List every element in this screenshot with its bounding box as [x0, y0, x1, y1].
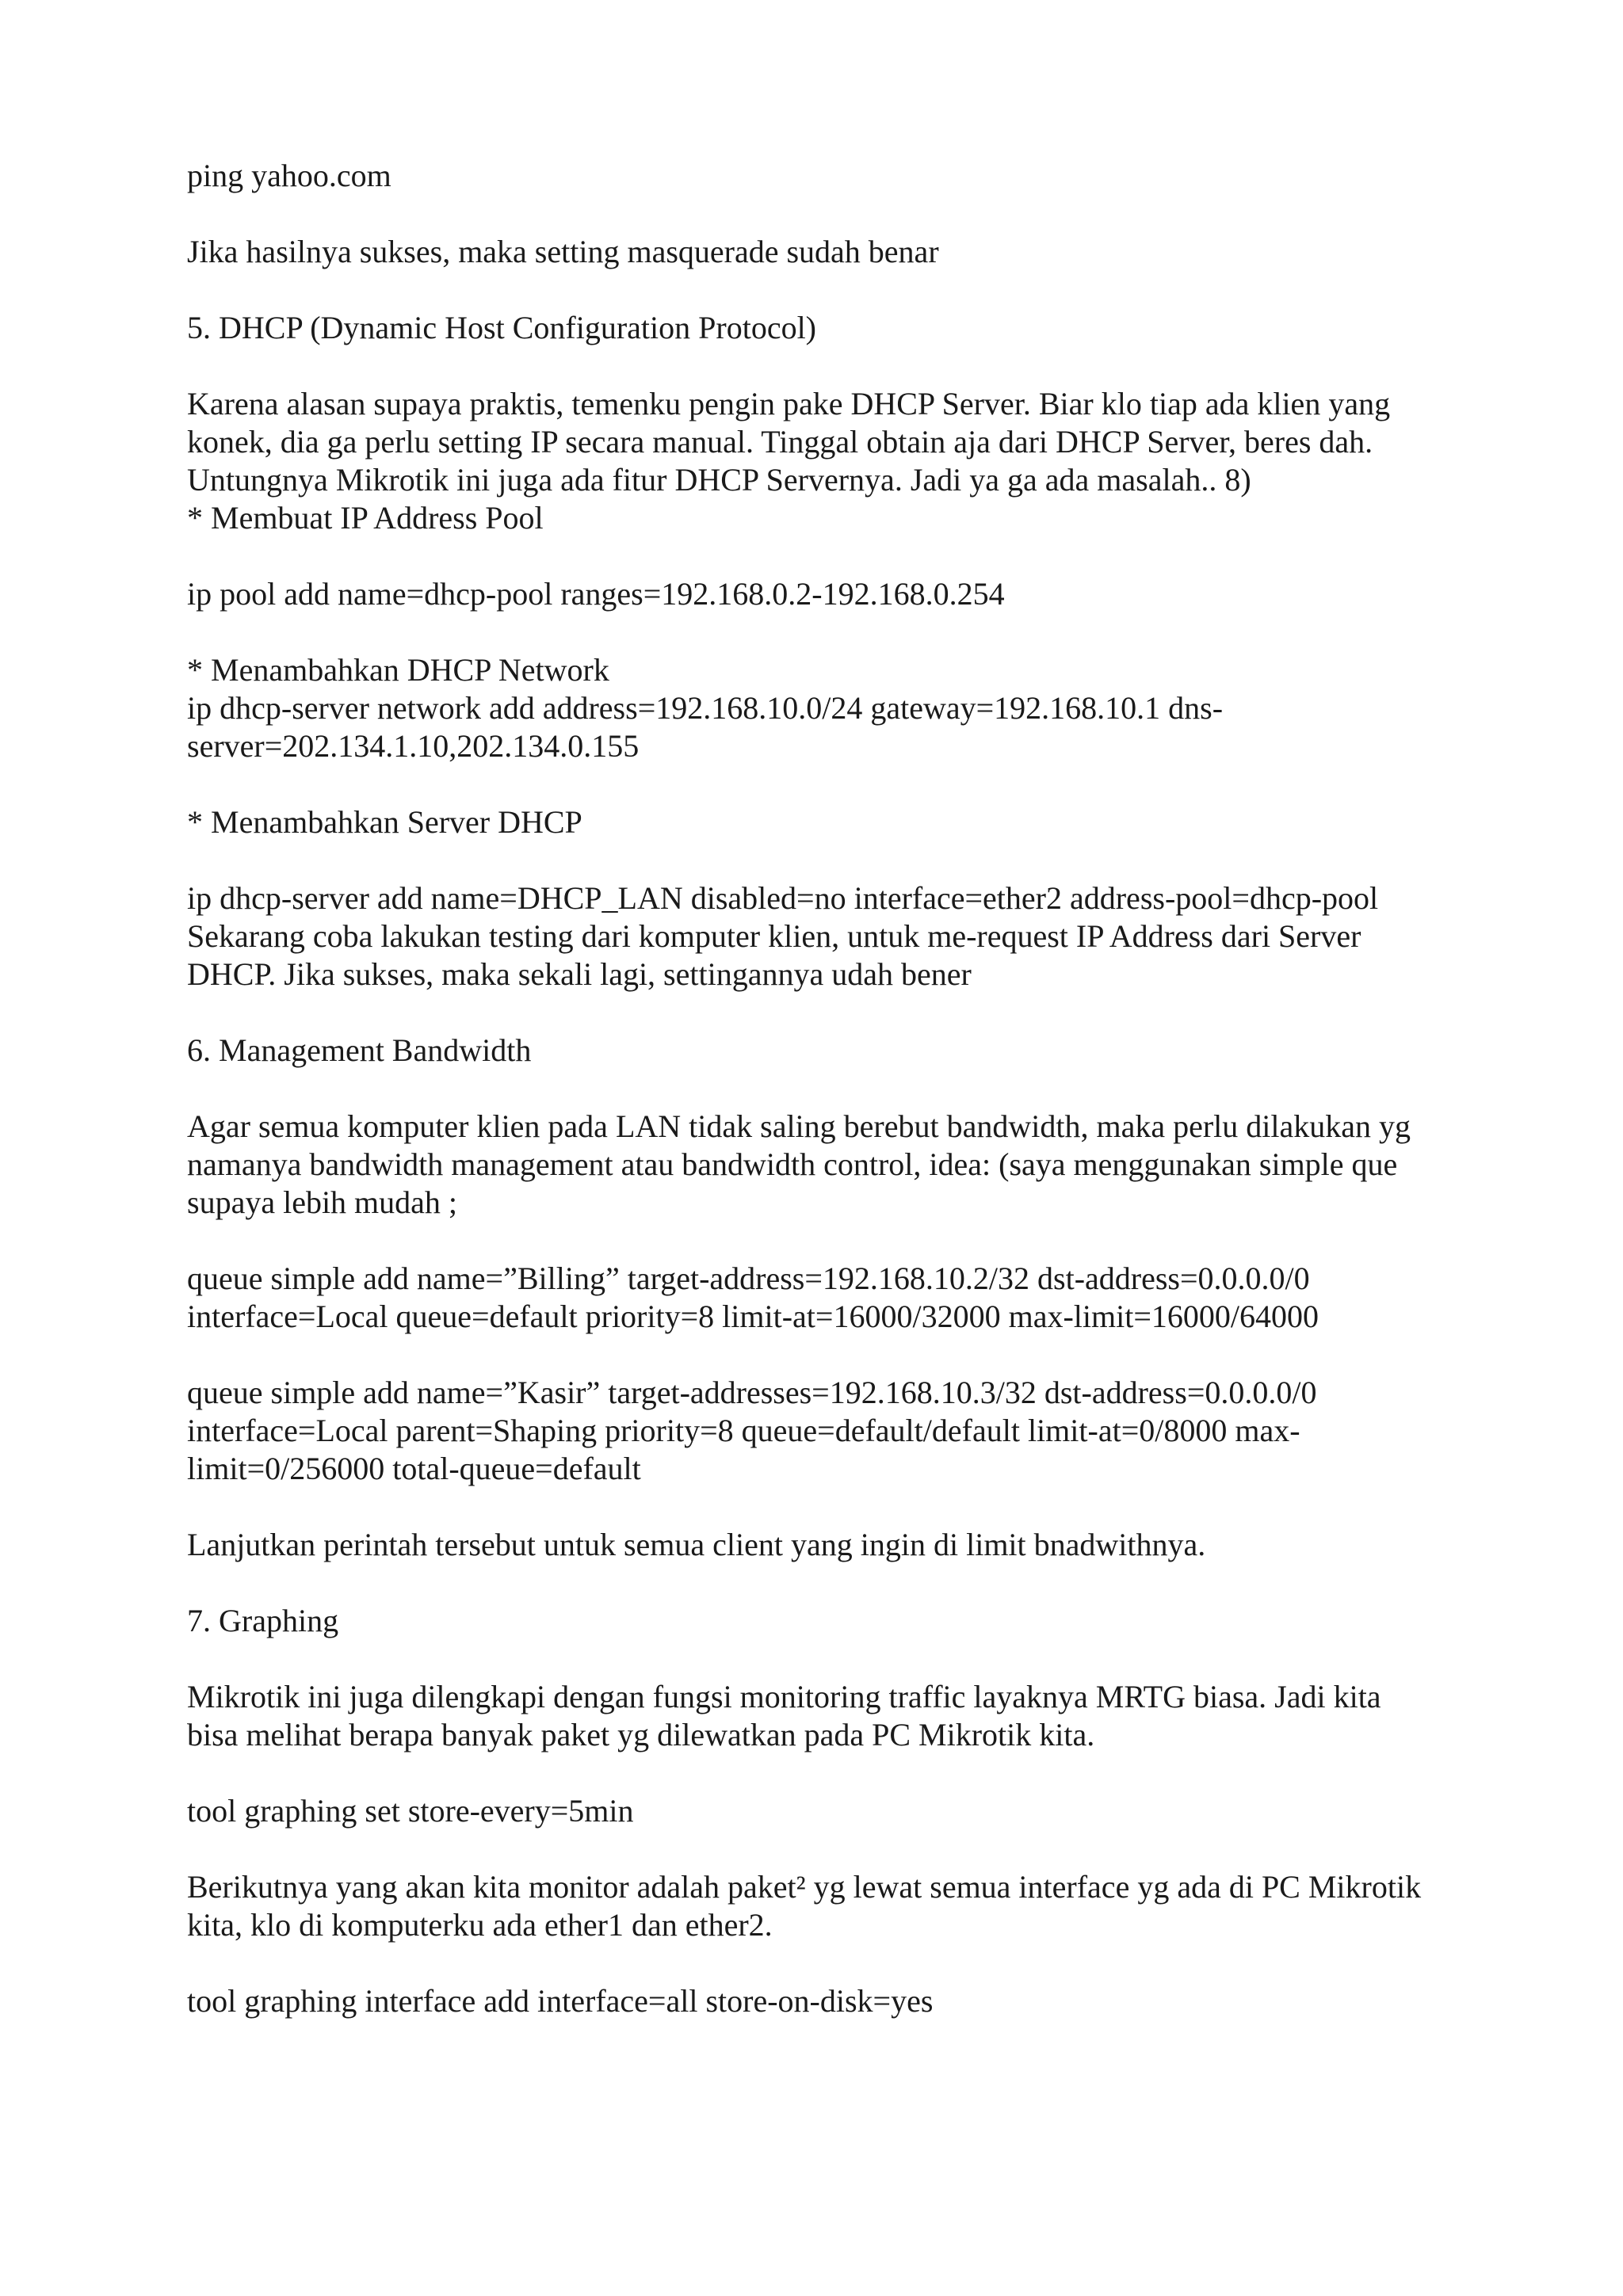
text-line: Untungnya Mikrotik ini juga ada fitur DHCP Servernya. Jadi ya ga ada masalah.. 8): [187, 462, 1251, 498]
text-line: supaya lebih mudah ;: [187, 1184, 458, 1220]
text-line: namanya bandwidth management atau bandwidth control, idea: (saya menggunakan simple que: [187, 1146, 1398, 1182]
text-line: * Menambahkan Server DHCP: [187, 804, 582, 840]
command-line: ip pool add name=dhcp-pool ranges=192.168.0.2-192.168.0.254: [187, 576, 1005, 612]
text-line: Karena alasan supaya praktis, temenku pengin pake DHCP Server. Biar klo tiap ada klien yang: [187, 386, 1391, 421]
text-line: * Menambahkan DHCP Network: [187, 652, 609, 688]
command-line: queue simple add name=”Kasir” target-addresses=192.168.10.3/32 dst-address=0.0.0.0/0: [187, 1375, 1317, 1410]
command-line: interface=Local queue=default priority=8 limit-at=16000/32000 max-limit=16000/64000: [187, 1299, 1319, 1334]
text-line: * Membuat IP Address Pool: [187, 500, 544, 536]
command-line: tool graphing set store-every=5min: [187, 1793, 634, 1829]
text-line: Mikrotik ini juga dilengkapi dengan fungsi monitoring traffic layaknya MRTG biasa. Jadi kita: [187, 1679, 1381, 1714]
command-line: ip dhcp-server network add address=192.168.10.0/24 gateway=192.168.10.1 dns-: [187, 690, 1224, 726]
command-line: limit=0/256000 total-queue=default: [187, 1451, 641, 1486]
text-line: Berikutnya yang akan kita monitor adalah paket² yg lewat semua interface yg ada di PC Mikrotik: [187, 1869, 1422, 1905]
section-heading: 6. Management Bandwidth: [187, 1032, 532, 1068]
command-line: server=202.134.1.10,202.134.0.155: [187, 728, 640, 764]
text-line: kita, klo di komputerku ada ether1 dan ether2.: [187, 1907, 773, 1943]
command-line: ip dhcp-server add name=DHCP_LAN disabled=no interface=ether2 address-pool=dhcp-pool: [187, 880, 1379, 916]
text-line: DHCP. Jika sukses, maka sekali lagi, settingannya udah bener: [187, 956, 972, 992]
text-line: Lanjutkan perintah tersebut untuk semua client yang ingin di limit bnadwithnya.: [187, 1527, 1206, 1562]
section-heading: 7. Graphing: [187, 1603, 339, 1638]
section-heading: 5. DHCP (Dynamic Host Configuration Protocol): [187, 310, 817, 345]
text-line: konek, dia ga perlu setting IP secara manual. Tinggal obtain aja dari DHCP Server, beres dah.: [187, 424, 1373, 460]
text-line: Jika hasilnya sukses, maka setting masquerade sudah benar: [187, 234, 939, 269]
text-line: ping yahoo.com: [187, 158, 391, 193]
command-line: interface=Local parent=Shaping priority=8 queue=default/default limit-at=0/8000 max-: [187, 1413, 1300, 1448]
command-line: queue simple add name=”Billing” target-address=192.168.10.2/32 dst-address=0.0.0.0/0: [187, 1261, 1310, 1296]
text-line: bisa melihat berapa banyak paket yg dilewatkan pada PC Mikrotik kita.: [187, 1717, 1095, 1753]
text-line: Sekarang coba lakukan testing dari komputer klien, untuk me-request IP Address dari Server: [187, 918, 1361, 954]
text-line: Agar semua komputer klien pada LAN tidak saling berebut bandwidth, maka perlu dilakukan yg: [187, 1108, 1411, 1144]
command-line: tool graphing interface add interface=all store-on-disk=yes: [187, 1983, 934, 2019]
